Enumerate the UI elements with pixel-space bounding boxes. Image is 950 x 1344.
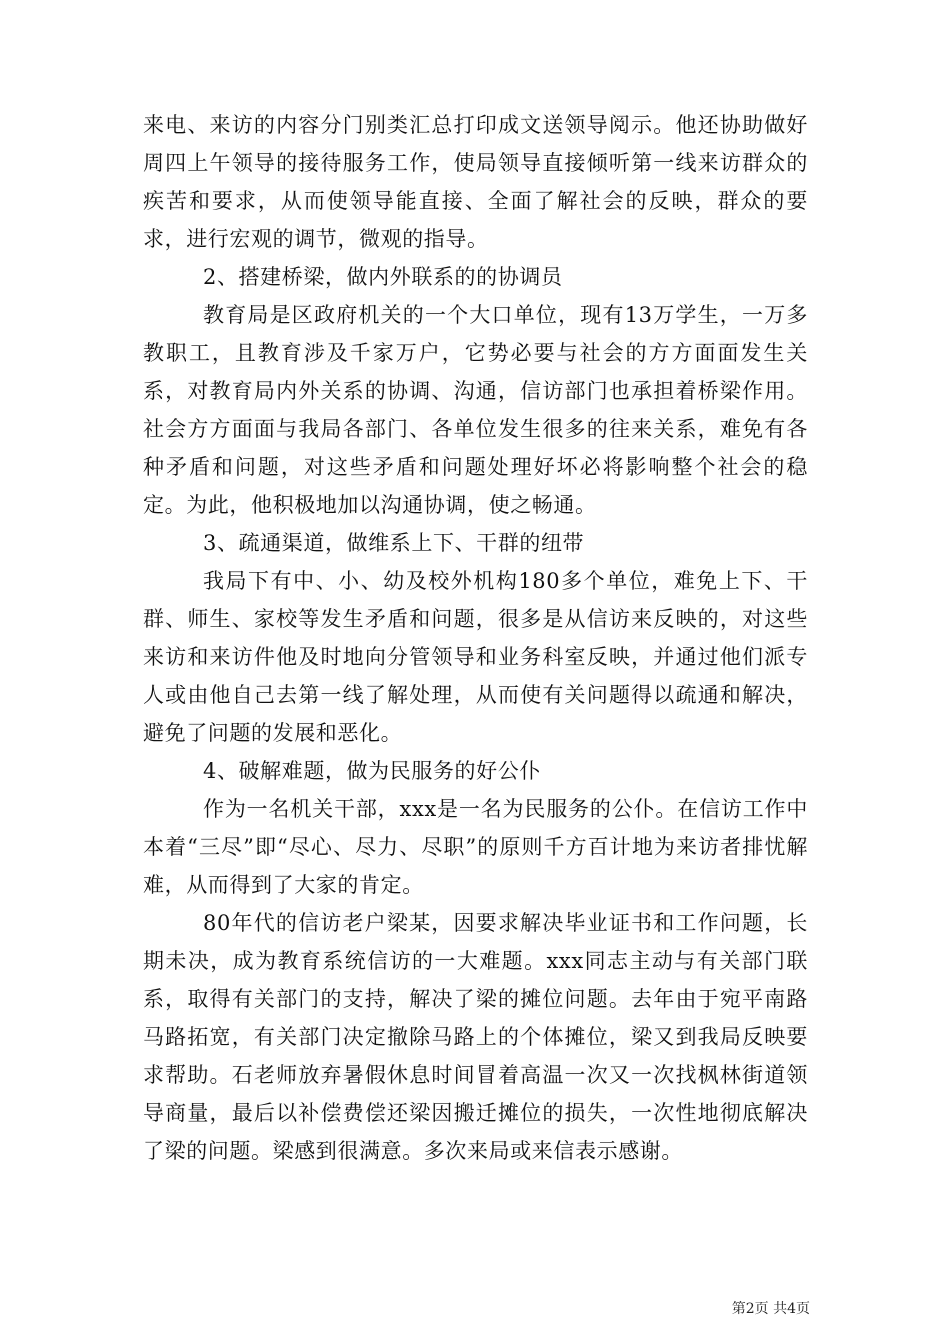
paragraph-public-servant: 作为一名机关干部，xxx是一名为民服务的公仆。在信访工作中本着“三尽”即“尽心、尽力、尽职”的原则千方百计地为来访者排忧解难，从而得到了大家的肯定。 <box>143 797 808 897</box>
section-heading-4: 4、破解难题，做为民服务的好公仆 <box>203 759 541 783</box>
section-heading-2: 2、搭建桥梁，做内外联系的的协调员 <box>203 265 563 289</box>
document-body <box>143 106 808 1170</box>
paragraph-bridge: 教育局是区政府机关的一个大口单位，现有13万学生，一万多教职工，且教育涉及千家万户，它势必要与社会的方方面面发生关系，对教育局内外关系的协调、沟通，信访部门也承担着桥梁作用。社会方方面面与我局各部门、各单位发生很多的往来关系，难免有各种矛盾和问题，对这些矛盾和问题处理好坏必将影响整个社会的稳定。为此，他积极地加以沟通协调，使之畅通。 <box>143 303 808 517</box>
paragraph-case-story: 80年代的信访老户梁某，因要求解决毕业证书和工作问题，长期未决，成为教育系统信访的一大难题。xxx同志主动与有关部门联系，取得有关部门的支持，解决了梁的摊位问题。去年由于宛平南路马路拓宽，有关部门决定撤除马路上的个体摊位，梁又到我局反映要求帮助。石老师放弃暑假休息时间冒着高温一次又一次找枫林街道领导商量，最后以补偿费偿还梁因搬迁摊位的损失，一次性地彻底解决了梁的问题。梁感到很满意。多次来局或来信表示感谢。 <box>143 911 808 1163</box>
page-number-footer: 第2页 共4页 <box>731 1301 810 1317</box>
paragraph-channels: 我局下有中、小、幼及校外机构180多个单位，难免上下、干群、师生、家校等发生矛盾和问题，很多是从信访来反映的，对这些来访和来访件他及时地向分管领导和业务科室反映，并通过他们派专人或由他自己去第一线了解处理，从而使有关问题得以疏通和解决，避免了问题的发展和恶化。 <box>143 569 808 745</box>
section-heading-3: 3、疏通渠道，做维系上下、干群的纽带 <box>203 531 585 555</box>
paragraph-continued: 来电、来访的内容分门别类汇总打印成文送领导阅示。他还协助做好周四上午领导的接待服务工作，使局领导直接倾听第一线来访群众的疾苦和要求，从而使领导能直接、全面了解社会的反映，群众的要求，进行宏观的调节，微观的指导。 <box>143 113 808 251</box>
